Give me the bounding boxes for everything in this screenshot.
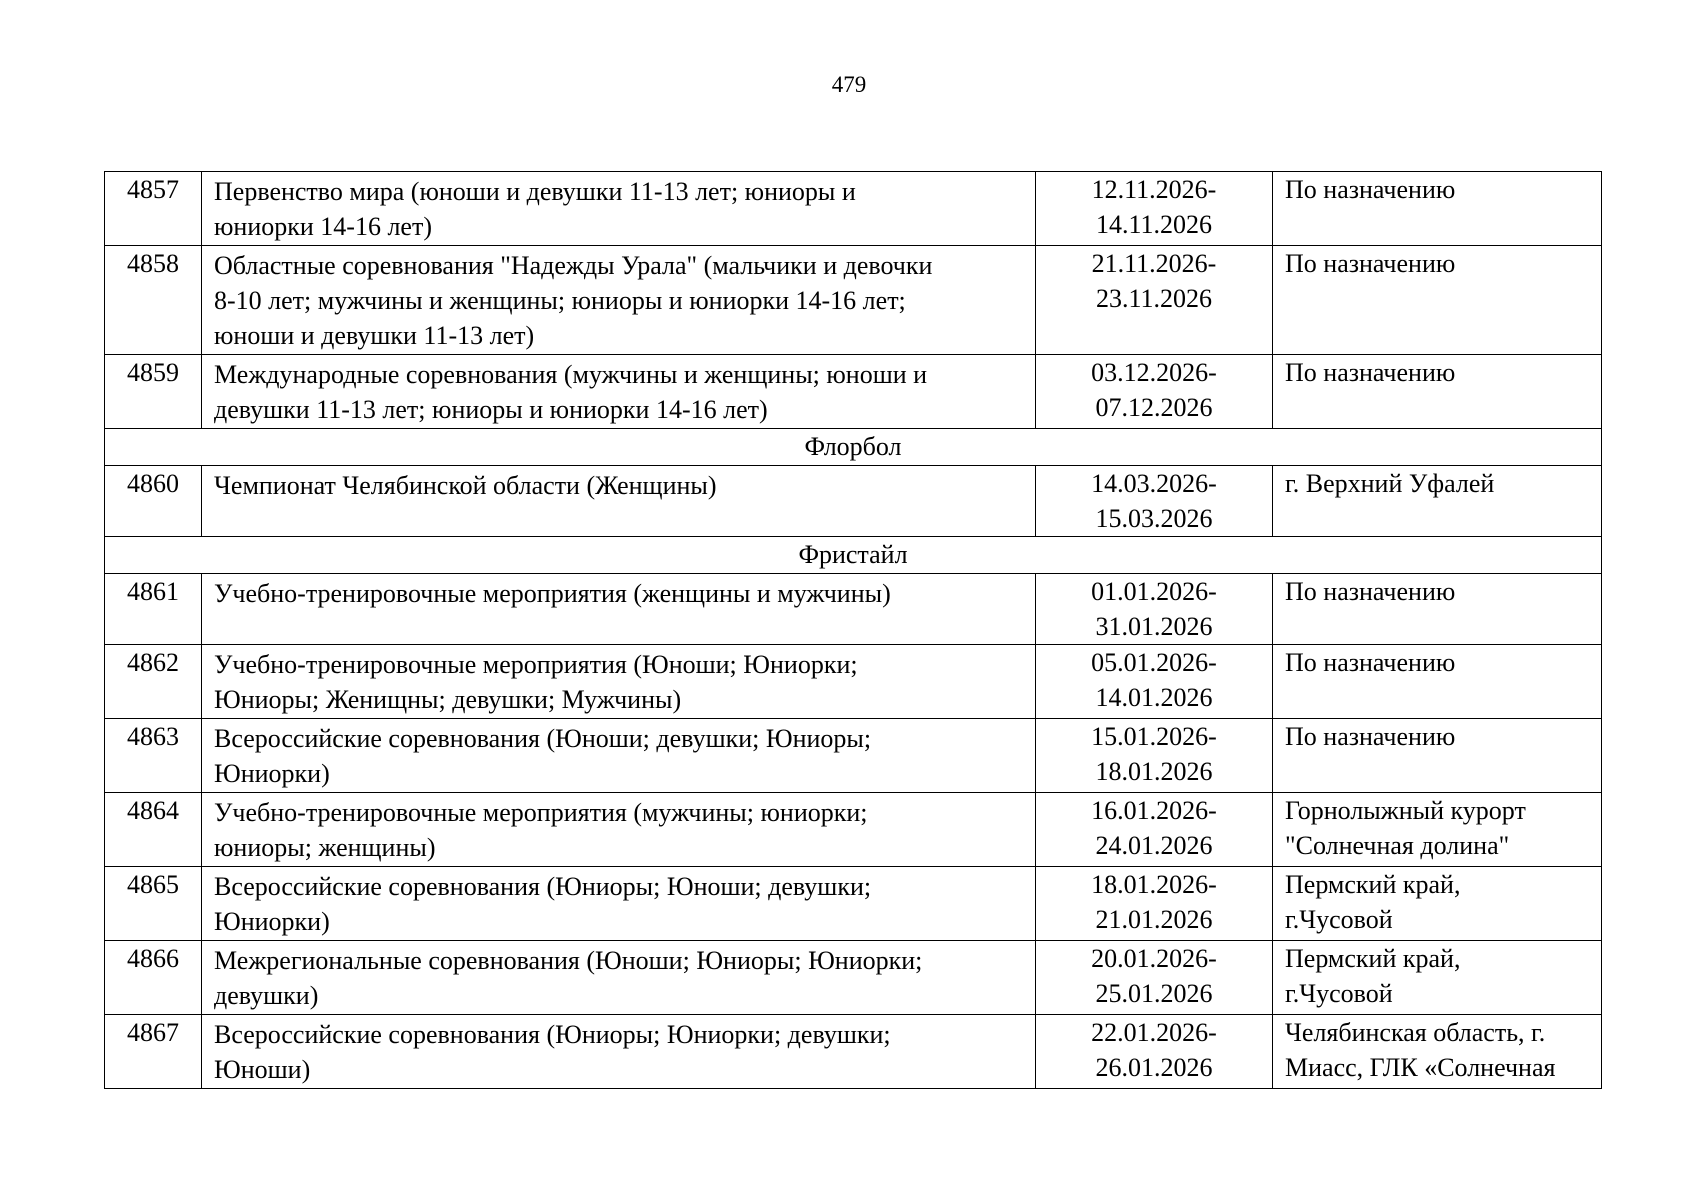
event-name-line: девушки) — [214, 981, 319, 1010]
event-name — [202, 1015, 1036, 1089]
event-name — [202, 867, 1036, 941]
event-name-line: Всероссийские соревнования (Юниоры; Юноши; девушки; — [214, 872, 872, 901]
event-name-line: юноши и девушки 11-13 лет) — [214, 321, 535, 350]
event-name — [202, 246, 1036, 355]
event-number: 4859 — [105, 355, 202, 429]
event-number: 4867 — [105, 1015, 202, 1089]
event-name-line: Всероссийские соревнования (Юноши; девушки; Юниоры; — [214, 724, 872, 753]
event-name-line: Учебно-тренировочные мероприятия (Юноши; Юниорки; — [214, 650, 858, 679]
event-date-line: 21.01.2026 — [1095, 905, 1213, 934]
event-dates — [1036, 941, 1273, 1015]
event-place — [1273, 1015, 1602, 1089]
event-number: 4862 — [105, 645, 202, 719]
event-name-line: Межрегиональные соревнования (Юноши; Юниоры; Юниорки; — [214, 946, 923, 975]
event-place — [1273, 645, 1602, 719]
event-name — [202, 719, 1036, 793]
event-date-line: 20.01.2026- — [1091, 944, 1217, 973]
event-place — [1273, 574, 1602, 645]
event-place — [1273, 793, 1602, 867]
event-row — [105, 793, 1602, 867]
events-table — [104, 171, 1602, 1089]
event-name — [202, 466, 1036, 537]
event-name-line: юниорки 14-16 лет) — [214, 212, 432, 241]
event-name-line: Учебно-тренировочные мероприятия (мужчины; юниорки; — [214, 798, 868, 827]
event-dates — [1036, 1015, 1273, 1089]
event-place-line: По назначению — [1285, 175, 1456, 204]
event-date-line: 25.01.2026 — [1095, 979, 1213, 1008]
event-place — [1273, 355, 1602, 429]
event-place-line: Челябинская область, г. — [1285, 1018, 1546, 1047]
event-number: 4863 — [105, 719, 202, 793]
event-place-line: Миасс, ГЛК «Солнечная — [1285, 1053, 1556, 1082]
event-number: 4866 — [105, 941, 202, 1015]
event-date-line: 15.01.2026- — [1091, 722, 1217, 751]
event-place-line: г. Верхний Уфалей — [1285, 469, 1495, 498]
event-dates — [1036, 172, 1273, 246]
event-name — [202, 574, 1036, 645]
event-name-line: Первенство мира (юноши и девушки 11-13 лет; юниоры и — [214, 177, 856, 206]
event-row — [105, 466, 1602, 537]
event-row — [105, 1015, 1602, 1089]
event-name-line: Учебно-тренировочные мероприятия (женщины и мужчины) — [214, 579, 891, 608]
event-date-line: 03.12.2026- — [1091, 358, 1217, 387]
event-dates — [1036, 355, 1273, 429]
event-name — [202, 645, 1036, 719]
event-row — [105, 574, 1602, 645]
event-place — [1273, 246, 1602, 355]
event-place-line: Пермский край, — [1285, 944, 1461, 973]
event-dates — [1036, 867, 1273, 941]
event-place — [1273, 867, 1602, 941]
event-row — [105, 719, 1602, 793]
event-number: 4858 — [105, 246, 202, 355]
event-date-line: 14.11.2026 — [1095, 210, 1213, 239]
event-dates — [1036, 246, 1273, 355]
event-name — [202, 793, 1036, 867]
event-date-line: 24.01.2026 — [1095, 831, 1213, 860]
event-date-line: 14.01.2026 — [1095, 683, 1213, 712]
event-date-line: 21.11.2026- — [1091, 249, 1217, 278]
event-number: 4861 — [105, 574, 202, 645]
section-title: Флорбол — [105, 429, 1602, 466]
event-number: 4860 — [105, 466, 202, 537]
event-date-line: 12.11.2026- — [1091, 175, 1217, 204]
event-row — [105, 355, 1602, 429]
section-header-row — [105, 537, 1602, 574]
event-date-line: 31.01.2026 — [1095, 612, 1213, 641]
event-row — [105, 867, 1602, 941]
event-place-line: г.Чусовой — [1285, 905, 1393, 934]
event-name-line: Юноши) — [214, 1055, 311, 1084]
event-row — [105, 645, 1602, 719]
event-place — [1273, 719, 1602, 793]
event-dates — [1036, 574, 1273, 645]
event-name-line: Областные соревнования "Надежды Урала" (мальчики и девочки — [214, 251, 933, 280]
events-table-body — [105, 172, 1602, 1089]
event-place-line: Пермский край, — [1285, 870, 1461, 899]
event-dates — [1036, 793, 1273, 867]
event-name — [202, 941, 1036, 1015]
event-date-line: 15.03.2026 — [1095, 504, 1213, 533]
event-place — [1273, 941, 1602, 1015]
event-date-line: 05.01.2026- — [1091, 648, 1217, 677]
event-place-line: По назначению — [1285, 648, 1456, 677]
event-date-line: 23.11.2026 — [1095, 284, 1213, 313]
event-dates — [1036, 719, 1273, 793]
event-place-line: Горнолыжный курорт — [1285, 796, 1526, 825]
event-name-line: юниоры; женщины) — [214, 833, 436, 862]
event-place — [1273, 172, 1602, 246]
event-name-line: Международные соревнования (мужчины и женщины; юноши и — [214, 360, 928, 389]
event-name-line: Юниорки) — [214, 759, 330, 788]
event-place-line: По назначению — [1285, 249, 1456, 278]
event-name-line: 8-10 лет; мужчины и женщины; юниоры и юниорки 14-16 лет; — [214, 286, 906, 315]
section-title: Фристайл — [105, 537, 1602, 574]
event-date-line: 18.01.2026 — [1095, 757, 1213, 786]
event-place-line: "Солнечная долина" — [1285, 831, 1510, 860]
event-place-line: По назначению — [1285, 577, 1456, 606]
event-place-line: По назначению — [1285, 722, 1456, 751]
event-date-line: 14.03.2026- — [1091, 469, 1217, 498]
event-date-line: 16.01.2026- — [1091, 796, 1217, 825]
event-place-line: г.Чусовой — [1285, 979, 1393, 1008]
event-name — [202, 172, 1036, 246]
event-name — [202, 355, 1036, 429]
event-name-line: Юниоры; Женищны; девушки; Мужчины) — [214, 685, 682, 714]
event-place — [1273, 466, 1602, 537]
event-name-line: девушки 11-13 лет; юниоры и юниорки 14-16 лет) — [214, 395, 768, 424]
event-date-line: 07.12.2026 — [1095, 393, 1213, 422]
event-name-line: Юниорки) — [214, 907, 330, 936]
event-date-line: 26.01.2026 — [1095, 1053, 1213, 1082]
event-name-line: Чемпионат Челябинской области (Женщины) — [214, 471, 717, 500]
event-number: 4857 — [105, 172, 202, 246]
event-row — [105, 941, 1602, 1015]
event-row — [105, 172, 1602, 246]
event-dates — [1036, 645, 1273, 719]
event-dates — [1036, 466, 1273, 537]
page-number: 479 — [831, 72, 867, 97]
event-name-line: Всероссийские соревнования (Юниоры; Юниорки; девушки; — [214, 1020, 891, 1049]
event-date-line: 01.01.2026- — [1091, 577, 1217, 606]
event-number: 4865 — [105, 867, 202, 941]
event-row — [105, 246, 1602, 355]
event-date-line: 18.01.2026- — [1091, 870, 1217, 899]
event-number: 4864 — [105, 793, 202, 867]
event-place-line: По назначению — [1285, 358, 1456, 387]
event-date-line: 22.01.2026- — [1091, 1018, 1217, 1047]
section-header-row — [105, 429, 1602, 466]
